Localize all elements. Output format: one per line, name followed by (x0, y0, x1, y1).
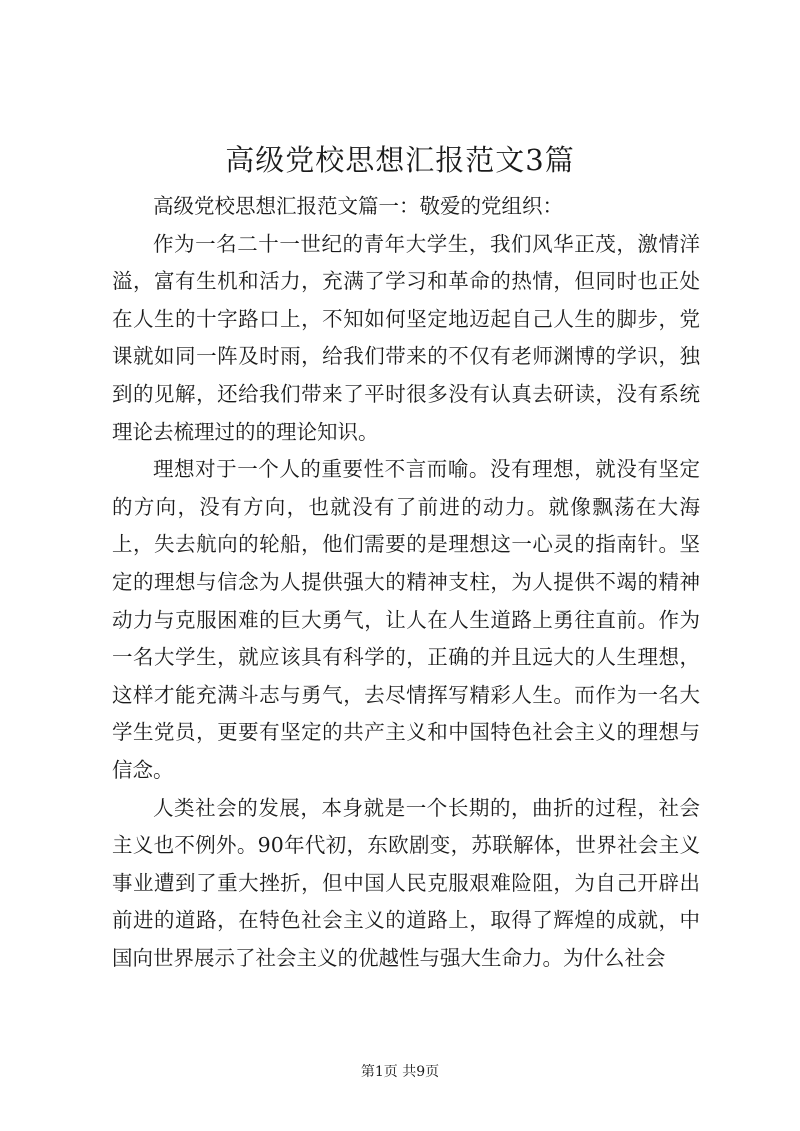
document-title: 高级党校思想汇报范文3篇 (225, 143, 575, 177)
page-number-footer: 第1页 共9页 (360, 1064, 440, 1080)
paragraph-salutation: 高级党校思想汇报范文篇一：敬爱的党组织： (153, 194, 563, 218)
paragraph-3: 人类社会的发展，本身就是一个长期的，曲折的过程，社会主义也不例外。90年代初，东欧剧变，苏联解体，世界社会主义事业遭到了重大挫折，但中国人民克服艰难险阻，为自己开辟出前进的道路，在特色社会主义的道路上，取得了辉煌的成就，中国向世界展示了社会主义的优越性与强大生命力。为什么社会 (112, 795, 700, 970)
paragraph-2: 理想对于一个人的重要性不言而喻。没有理想，就没有坚定的方向，没有方向，也就没有了前进的动力。就像飘荡在大海上，失去航向的轮船，他们需要的是理想这一心灵的指南针。坚定的理想与信念为人提供强大的精神支柱，为人提供不竭的精神动力与克服困难的巨大勇气，让人在人生道路上勇往直前。作为一名大学生，就应该具有科学的，正确的并且远大的人生理想，这样才能充满斗志与勇气，去尽情挥写精彩人生。而作为一名大学生党员，更要有坚定的共产主义和中国特色社会主义的理想与信念。 (112, 457, 700, 782)
paragraph-1: 作为一名二十一世纪的青年大学生，我们风华正茂，激情洋溢，富有生机和活力，充满了学习和革命的热情，但同时也正处在人生的十字路口上，不知如何坚定地迈起自己人生的脚步，党课就如同一阵及时雨，给我们带来的不仅有老师渊博的学识，独到的见解，还给我们带来了平时很多没有认真去研读，没有系统理论去梳理过的的理论知识。 (112, 231, 700, 444)
document-body (112, 188, 700, 977)
